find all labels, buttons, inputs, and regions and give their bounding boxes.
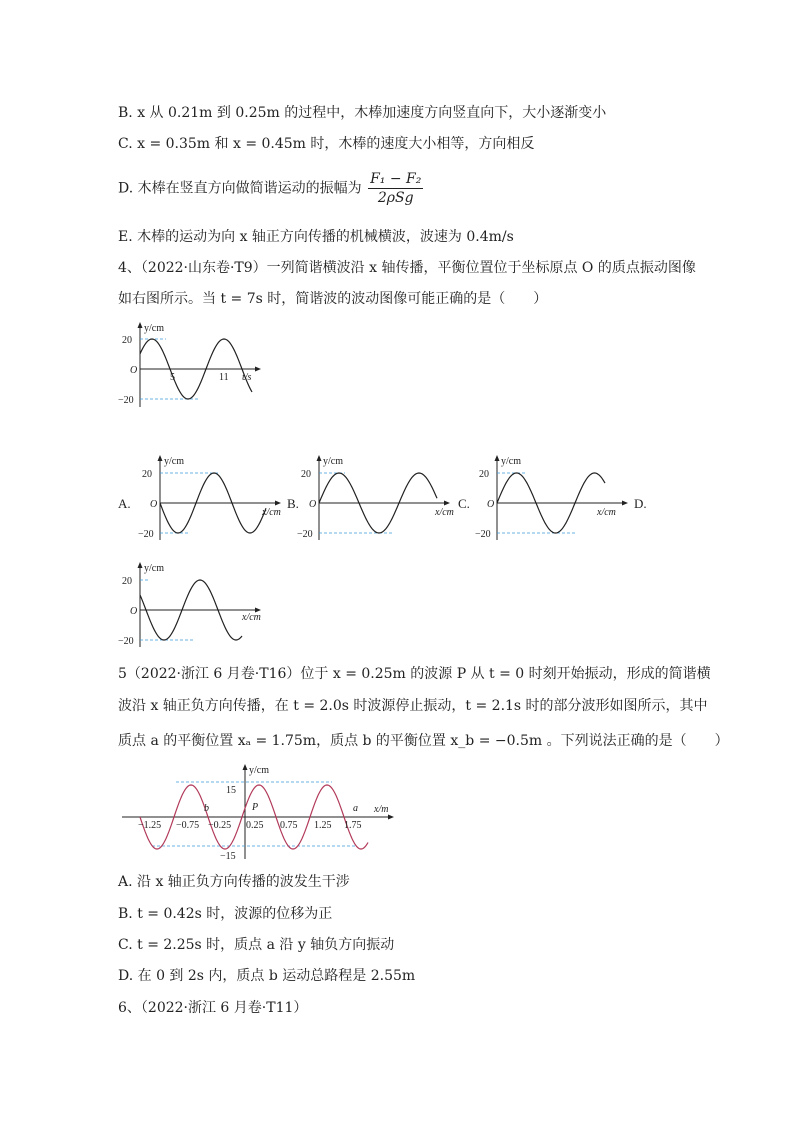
- y-axis-label: y/cm: [323, 456, 343, 467]
- x-tick: 0.75: [280, 820, 298, 831]
- q5-stem-line1: 5（2022·浙江 6 月卷·T16）位于 x = 0.25m 的波源 P 从 t = 0 时刻开始振动，形成的简谐横: [118, 666, 711, 682]
- q5-stem-line2: 波沿 x 轴正负方向传播，在 t = 2.0s 时波源停止振动，t = 2.1s 时的部分波形如图所示，其中: [118, 698, 708, 714]
- q3-option-c: C. x = 0.35m 和 x = 0.45m 时，木棒的速度大小相等，方向相反: [118, 136, 535, 152]
- q4-option-d-label: D.: [634, 496, 647, 511]
- x-tick: −1.25: [138, 820, 162, 831]
- point-a-label: a: [353, 803, 358, 814]
- point-p-label: P: [252, 802, 259, 813]
- q4-option-b-graph: [297, 455, 457, 545]
- x-tick: −0.25: [208, 820, 232, 831]
- q4-stem-line2: 如右图所示。当 t = 7s 时，简谐波的波动图像可能正确的是（ ）: [118, 291, 548, 307]
- q6-stem: 6、（2022·浙江 6 月卷·T11）: [118, 1000, 308, 1016]
- amplitude-fraction: [368, 170, 423, 207]
- q4-option-c-label: C.: [458, 496, 470, 511]
- fraction-numerator: F₁ − F₂: [370, 171, 422, 187]
- q5-option-d: D. 在 0 到 2s 内，质点 b 运动总路程是 2.55m: [118, 968, 416, 984]
- t-tick-11: 11: [219, 372, 229, 383]
- q5-option-b: B. t = 0.42s 时，波源的位移为正: [118, 906, 333, 922]
- y-axis-label: y/cm: [249, 765, 269, 776]
- q3-option-b: B. x 从 0.21m 到 0.25m 的过程中，木棒加速度方向竖直向下，大小逐渐变小: [118, 105, 607, 121]
- q3-option-d-text: D. 木棒在竖直方向做简谐运动的振幅为: [118, 180, 362, 197]
- y-tick-20: 20: [122, 576, 132, 587]
- origin-label: O: [130, 606, 138, 617]
- origin-label: O: [130, 365, 138, 376]
- x-axis-label: x/cm: [435, 507, 454, 518]
- q5-stem-line3: 质点 a 的平衡位置 xₐ = 1.75m，质点 b 的平衡位置 x_b = −0.5m 。下列说法正确的是（ ）: [118, 733, 729, 749]
- x-tick: 1.25: [314, 820, 332, 831]
- y-tick-neg15: −15: [220, 851, 236, 862]
- q3-option-e: E. 木棒的运动为向 x 轴正方向传播的机械横波，波速为 0.4m/s: [118, 229, 514, 245]
- y-tick-neg20: −20: [138, 529, 154, 540]
- x-axis-label: x/cm: [597, 507, 616, 518]
- q4-option-a-graph: [138, 455, 288, 545]
- y-tick-neg20: −20: [475, 529, 491, 540]
- x-axis-label: x/cm: [242, 612, 261, 623]
- y-tick-20: 20: [142, 469, 152, 480]
- y-tick-neg20: −20: [297, 529, 313, 540]
- y-tick-20: 20: [479, 469, 489, 480]
- t-tick-5: 5: [170, 372, 175, 383]
- y-tick-20: 20: [301, 469, 311, 480]
- y-tick-20: 20: [122, 335, 132, 346]
- q4-option-d-graph: [118, 562, 268, 652]
- x-tick: −0.75: [176, 820, 200, 831]
- x-axis-label: x/cm: [262, 507, 281, 518]
- q4-option-c-graph: [475, 455, 635, 545]
- origin-label: O: [309, 499, 317, 510]
- origin-label: O: [150, 499, 158, 510]
- q4-stem-line1: 4、（2022·山东卷·T9）一列简谐横波沿 x 轴传播，平衡位置位于坐标原点 O 的质点振动图像: [118, 260, 696, 276]
- t-axis-label: t/s: [242, 372, 252, 383]
- y-axis-label: y/cm: [164, 456, 184, 467]
- y-tick-neg20: −20: [118, 395, 134, 406]
- q5-option-a: A. 沿 x 轴正负方向传播的波发生干涉: [118, 874, 350, 890]
- q5-option-c: C. t = 2.25s 时，质点 a 沿 y 轴负方向振动: [118, 937, 395, 953]
- y-axis-label: y/cm: [501, 456, 521, 467]
- point-b-label: b: [204, 803, 209, 814]
- q3-option-d: [118, 170, 423, 207]
- q4-option-b-label: B.: [287, 496, 299, 511]
- x-axis-label: x/m: [374, 804, 389, 815]
- y-tick-15: 15: [226, 785, 236, 796]
- y-axis-label: y/cm: [144, 323, 164, 334]
- fraction-denominator: 2ρSg: [377, 190, 414, 206]
- q4-vibration-graph: [118, 322, 268, 412]
- origin-label: O: [487, 499, 495, 510]
- x-tick: 1.75: [344, 820, 362, 831]
- y-tick-neg20: −20: [118, 636, 134, 647]
- y-axis-label: y/cm: [144, 563, 164, 574]
- q4-option-a-label: A.: [118, 496, 131, 511]
- x-tick: 0.25: [246, 820, 264, 831]
- q5-wave-graph: [118, 762, 408, 862]
